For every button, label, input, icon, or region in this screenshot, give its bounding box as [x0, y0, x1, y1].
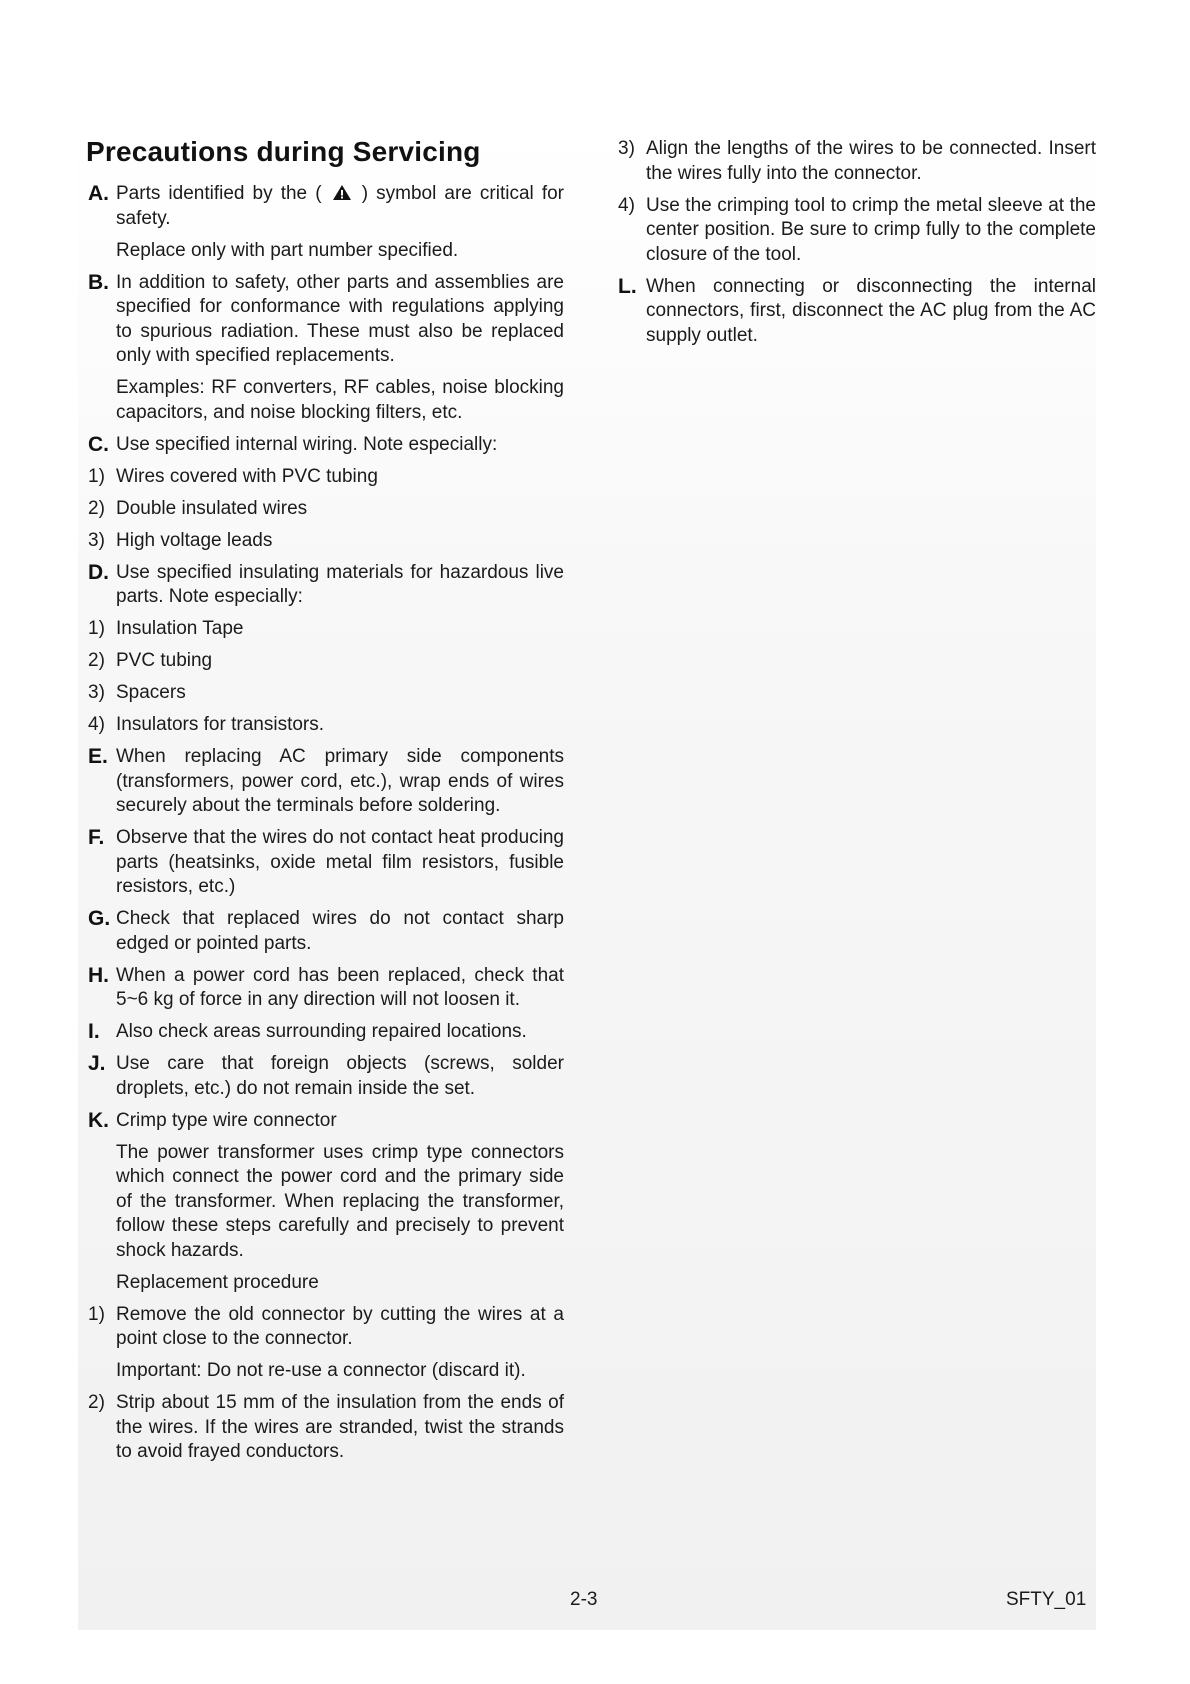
item-b: [88, 271, 564, 369]
item-j: [88, 1052, 564, 1101]
item-f: [88, 826, 564, 900]
list-number: 1): [88, 465, 105, 487]
list-number: 4): [618, 194, 635, 216]
item-marker: K.: [88, 1108, 109, 1132]
list-number: 3): [88, 682, 105, 703]
page-number: 2-3: [570, 1589, 598, 1610]
item-i: [88, 1020, 564, 1045]
item-text: Check that replaced wires do not contact sharp edged or pointed parts.: [116, 908, 564, 954]
list-item: [88, 1303, 564, 1352]
item-marker: L.: [618, 274, 637, 298]
list-text: Wires covered with PVC tubing: [116, 465, 378, 487]
item-g: [88, 907, 564, 956]
item-d: [88, 561, 564, 610]
list-text: Use the crimping tool to crimp the metal sleeve at the center position. Be sure to crimp fully to the complete closure of the tool.: [646, 194, 1096, 265]
item-marker: A.: [88, 182, 109, 205]
list-item: [618, 194, 1096, 268]
item-marker: B.: [88, 270, 109, 294]
warning-triangle-icon: [332, 184, 352, 201]
item-a: [88, 182, 564, 231]
list-item: [88, 497, 564, 522]
list-text: Insulators for transistors.: [116, 714, 325, 735]
item-marker: J.: [88, 1052, 106, 1075]
item-marker: H.: [88, 963, 109, 987]
list-item: [88, 649, 564, 674]
item-marker: C.: [88, 432, 109, 456]
list-number: 1): [88, 1303, 105, 1325]
item-note: The power transformer uses crimp type connectors which connect the power cord and the primary side of the transformer. When replacing the transformer, follow these steps carefully and precisely to prevent shock hazards.: [116, 1141, 564, 1261]
list-text: PVC tubing: [116, 650, 213, 671]
item-marker: I.: [88, 1020, 100, 1043]
item-text: Use specified insulating materials for hazardous live parts. Note especially:: [116, 561, 564, 607]
page-title: Precautions during Servicing: [86, 136, 481, 167]
list-text: High voltage leads: [116, 529, 273, 551]
item-text: Use care that foreign objects (screws, solder droplets, etc.) do not remain inside the set.: [116, 1053, 564, 1099]
item-text: ) symbol are critical for safety.: [116, 183, 565, 229]
item-marker: F.: [88, 826, 105, 849]
item-text: When a power cord has been replaced, check that 5~6 kg of force in any direction will not loosen it.: [116, 964, 564, 1010]
list-item: [88, 681, 564, 706]
list-number: 4): [88, 714, 105, 735]
item-c: [88, 433, 564, 458]
list-text: Double insulated wires: [116, 497, 308, 519]
item-k: [88, 1109, 564, 1134]
item-text: In addition to safety, other parts and assemblies are specified for conformance with regulations applying to spurious radiation. These must also be replaced only with specified replacements.: [116, 271, 564, 366]
list-number: 1): [88, 618, 105, 639]
item-l: [618, 275, 1096, 349]
item-text: Crimp type wire connector: [116, 1109, 337, 1131]
item-text: Parts identified by the (: [116, 183, 322, 204]
list-number: 2): [88, 650, 105, 671]
item-note: Replace only with part number specified.: [116, 239, 459, 261]
item-text: When replacing AC primary side components (transformers, power cord, etc.), wrap ends of wires securely about the terminals before soldering.: [116, 746, 564, 816]
item-note: Examples: RF converters, RF cables, noise blocking capacitors, and noise blocking filters, etc.: [116, 377, 564, 423]
right-column: [618, 137, 1096, 356]
item-marker: G.: [88, 907, 111, 930]
item-text: Also check areas surrounding repaired locations.: [116, 1021, 527, 1042]
list-text: Strip about 15 mm of the insulation from the ends of the wires. If the wires are stranded, twist the strands to avoid frayed conductors.: [116, 1392, 564, 1462]
left-column: [88, 182, 564, 1472]
item-text: Use specified internal wiring. Note especially:: [116, 433, 498, 455]
list-text: Spacers: [116, 682, 186, 703]
list-item: [88, 713, 564, 738]
item-h: [88, 964, 564, 1013]
list-text: Insulation Tape: [116, 618, 244, 639]
item-text: When connecting or disconnecting the internal connectors, first, disconnect the AC plug from the AC supply outlet.: [646, 275, 1096, 346]
item-marker: D.: [88, 560, 109, 584]
item-text: Observe that the wires do not contact heat producing parts (heatsinks, oxide metal film resistors, fusible resistors, etc.): [116, 827, 564, 897]
list-item: [88, 1391, 564, 1465]
item-e: [88, 745, 564, 819]
list-text: Remove the old connector by cutting the wires at a point close to the connector.: [116, 1303, 564, 1349]
list-text: Align the lengths of the wires to be connected. Insert the wires fully into the connector.: [646, 138, 1096, 184]
item-note: Replacement procedure: [116, 1271, 319, 1293]
list-item: [618, 137, 1096, 186]
item-note: Important: Do not re-use a connector (discard it).: [116, 1360, 526, 1381]
list-item: [88, 529, 564, 554]
list-number: 2): [88, 1392, 105, 1413]
list-number: 2): [88, 497, 105, 519]
item-marker: E.: [88, 745, 108, 768]
list-item: [88, 617, 564, 642]
list-number: 3): [618, 138, 635, 159]
list-item: [88, 465, 564, 490]
list-number: 3): [88, 529, 105, 551]
document-code: SFTY_01: [1006, 1589, 1087, 1610]
